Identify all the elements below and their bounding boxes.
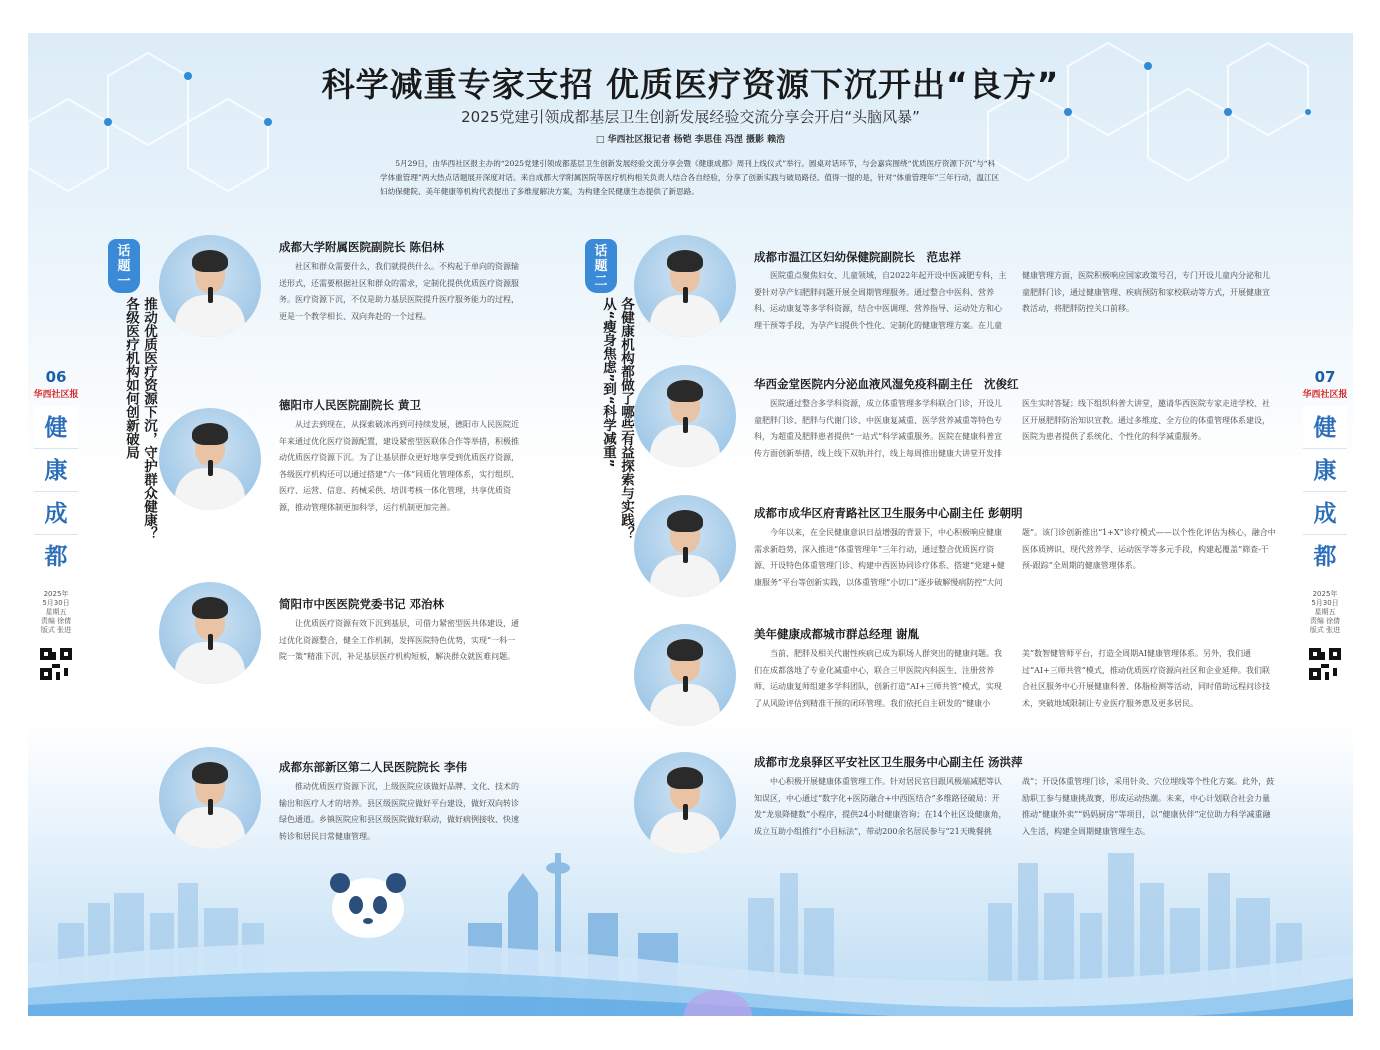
badge-char: 题	[594, 258, 608, 274]
date-line: 版式 张进	[40, 626, 72, 634]
speaker-name: 成都市成华区府青路社区卫生服务中心副主任 彭朝明	[754, 506, 1023, 520]
date-line: 责编 徐倩	[40, 617, 72, 625]
speaker-name: 美年健康成都城市群总经理 谢胤	[754, 627, 920, 641]
date-line: 5月30日	[42, 599, 70, 607]
qr-code-icon	[1309, 648, 1341, 680]
speaker-name: 德阳市人民医院副院长 黄卫	[279, 398, 422, 412]
topic-line: 从“瘦身焦虑”到“科学减重”	[600, 297, 616, 468]
section-char: 健	[34, 406, 78, 449]
speaker-quote: 医院重点聚焦妇女、儿童领域，自2022年起开设中医减肥专科，主要针对孕产妇肥胖问题开展全周期管理服务。通过整合中医科、营养科、运动康复等多学科资源，结合中医调理、营养指导、运动处方和心理干预等手段，为孕产妇提供个性化、定制化的健康管理方案。在儿童健康管理方面，医院积极响应国家政策号召，专门开设儿童内分泌和儿童肥胖门诊，通过健康管理、疾病预防和家校联动等方式，开展健康宣教活动，将肥胖防控关口前移。	[754, 271, 1270, 330]
speaker-photo	[634, 495, 736, 597]
speaker-quote: 推动优质医疗资源下沉，上级医院应该做好品牌、文化、技术的输出和医疗人才的培养。县区级医院应做好平台建设，做好双向转诊绿色通道。乡镇医院应和县区级医院做好联动，做好病例接收、快速转诊和居民日常健康管理。	[279, 782, 519, 841]
headline: 科学减重专家支招 优质医疗资源下沉开出“良方”	[321, 65, 1060, 104]
date-line: 版式 张进	[1309, 626, 1341, 634]
date-line: 星期五	[1314, 608, 1336, 616]
subheadline: 2025党建引领成都基层卫生创新发展经验交流分享会开启“头脑风暴”	[461, 108, 920, 126]
city-skyline-illustration	[28, 813, 1353, 1016]
intro-paragraph: 5月29日，由华西社区报主办的“2025党建引领成都基层卫生创新发展经验交流分享会暨《健康成都》周刊上线仪式”举行。圆桌对话环节，与会嘉宾围绕“优质医疗资源下沉”与“科学体重管理”两大热点话题展开深度对话。来自成都大学附属医院等医疗机构相关负责人结合各自经验，分享了创新实践与破局路径。值得一提的是，针对“体重管理年”三年行动，温江区妇幼保健院、美年健康等机构代表提出了多维度解决方案，为构建全民健康生态提供了新思路。	[380, 159, 1000, 196]
brand-label: 华西社区报	[1302, 390, 1348, 400]
speaker-quote: 医院通过整合多学科资源，成立体重管理多学科联合门诊，开设儿童肥胖门诊、肥胖与代谢门诊、中医康复减重、医学营养减重等特色专科，为超重及肥胖患者提供“一站式”科学减重服务。医院在健康科普宣传方面创新举措，线上线下双轨并行，线上每周推出健康大讲堂开发排医生实时答疑；线下组织科普大讲堂，邀请华西医院专家走进学校、社区开展肥胖防治知识宣教。通过多维度、全方位的体重管理体系建设，医院为患者提供了系统化、个性化的科学减重服务。	[754, 399, 1270, 458]
badge-char: 题	[117, 258, 131, 274]
speaker-name: 简阳市中医医院党委书记 邓治林	[279, 597, 445, 611]
date-line: 5月30日	[1311, 599, 1339, 607]
topic-line: 推动优质医疗资源下沉，守护群众健康？	[141, 297, 157, 540]
topic-two	[585, 239, 617, 293]
left-page-rail	[28, 368, 84, 684]
topic-line: 各健康机构都做了哪些有益探索与实践？	[618, 297, 634, 540]
speaker-photo	[159, 408, 261, 510]
date-line: 责编 徐倩	[1309, 617, 1341, 625]
section-title-column	[1303, 406, 1347, 578]
speaker-name: 华西金堂医院内分泌血液风湿免疫科副主任 沈俊红	[754, 377, 1019, 391]
newspaper-spread	[28, 33, 1353, 1016]
badge-char: 一	[117, 273, 131, 289]
speaker-quote: 从过去到现在，从探索破冰再到可持续发展，德阳市人民医院近年来通过优化医疗资源配置，建设紧密型医联体合作等举措，积极推动优质医疗资源下沉。为了让基层群众更好地享受到优质医疗资源，各级医疗机构还可以通过搭建“六一体”同质化管理体系，实行组织、医疗、运营、信息、药械采供、培训考核一体化管理，共享优质资源，推动管理体制更加科学，运行机制更加完善。	[279, 420, 520, 512]
section-title-column	[34, 406, 78, 578]
topic-badge	[108, 239, 140, 293]
speaker-name: 成都市温江区妇幼保健院副院长 范忠祥	[754, 250, 961, 264]
speaker-quote: 当前，肥胖及相关代谢性疾病已成为职场人群突出的健康问题。我们在成都落地了专业化减重中心，联合三甲医院内科医生、注册营养师、运动康复师组建多学科团队，创新打造“AI+三师共管”模式，实现了从风险评估到精准干预的闭环管理。我们依托自主研发的“健康小美”数智健管师平台，打造全周期AI健康管理体系。另外，我们通过“AI+三师共管”模式，推动优质医疗资源向社区和企业延伸。我们联合社区服务中心开展健康科普、体脂检测等活动，同时借助远程问诊技术，突破地域限制让专业医疗服务惠及更多居民。	[754, 649, 1270, 708]
badge-char: 话	[117, 243, 131, 259]
speaker-photo	[634, 235, 736, 337]
speaker-quote: 让优质医疗资源有效下沉到基层，可借力紧密型医共体建设，通过优化资源整合，健全工作机制，发挥医院特色优势，实现“一科一院一策”精准下沉，补足基层医疗机构短板，解决群众就医难问题。	[279, 619, 519, 661]
topic-badge	[585, 239, 617, 293]
section-char: 成	[34, 492, 78, 535]
qr-code-icon	[40, 648, 72, 680]
topic-question	[122, 297, 158, 540]
issue-date	[1297, 590, 1353, 635]
speaker-quote: 中心积极开展健康体重管理工作。针对居民官目跟风极端减肥等认知误区，中心通过“数字化+医防融合+中西医结合”多维路径破局：开发“龙泉降健数”小程序，提供24小时健康咨询；在14个社区设健康角，成立互助小组推行“小目标法”，带动200余名居民参与“21天晚餐挑战”；开设体重管理门诊，采用针灸、穴位埋线等个性化方案。此外，鼓励职工参与健康挑战赛，形成运动热潮。未来，中心计划联合社会力量推动“健康外卖”“妈妈厨房”等项目，以“健康伙伴”定位助力科学减重融入生活，构建全周期健康管理生态。	[754, 777, 1275, 836]
speaker-quote: 社区和群众需要什么，我们就提供什么。不构起于单向的资源输送形式，还需要根据社区和群众的需求，定制化提供优质医疗资源服务。医疗资源下沉，不仅是助力基层医院提升医疗服务能力的过程，更是一个教学相长、双向奔赴的一个过程。	[279, 262, 519, 321]
section-char: 都	[44, 543, 68, 570]
speaker-name: 成都大学附属医院副院长 陈侣林	[279, 240, 445, 254]
date-line: 星期五	[45, 608, 67, 616]
right-page-rail	[1297, 368, 1353, 684]
byline: □ 华西社区报记者 杨铠 李思佳 冯涅 摄影 赖浩	[595, 135, 786, 145]
section-char: 健	[1303, 406, 1347, 449]
speaker-quote: 今年以来，在全民健康意识日益增强的背景下，中心积极响应健康需求新趋势，深入推进“体重管理年”三年行动，通过整合优质医疗资源、开设特色体重管理门诊、构建中西医协同诊疗体系、搭建“党建+健康服务”平台等创新实践，以体重管理“小切口”逐步破解慢病防控“大问题”。该门诊创新推出“1+X”诊疗模式——以个性化评估为核心，融合中医体质辨识、现代营养学、运动医学等多元手段，构建起覆盖“筛查-干预-跟踪”全周期的健康管理体系。	[754, 528, 1276, 587]
topic-question	[599, 297, 635, 540]
date-line: 2025年	[43, 590, 69, 598]
date-line: 2025年	[1312, 590, 1338, 598]
badge-char: 二	[594, 273, 608, 289]
issue-date	[28, 590, 84, 635]
speaker-photo	[159, 582, 261, 684]
topic-line: 各级医疗机构如何创新破局	[123, 297, 139, 459]
badge-char: 话	[594, 243, 608, 259]
page-number: 06	[45, 368, 67, 386]
brand-label: 华西社区报	[33, 390, 79, 400]
page-number: 07	[1314, 368, 1336, 386]
section-char: 都	[1313, 543, 1337, 570]
speaker-photo	[634, 365, 736, 467]
speaker-name: 成都市龙泉驿区平安社区卫生服务中心副主任 汤洪萍	[754, 755, 1023, 769]
section-char: 康	[1303, 449, 1347, 492]
speaker-name: 成都东部新区第二人民医院院长 李伟	[279, 760, 468, 774]
speaker-photo	[634, 624, 736, 726]
speaker-photo	[159, 235, 261, 337]
section-char: 康	[34, 449, 78, 492]
section-char: 成	[1303, 492, 1347, 535]
topic-one	[108, 239, 140, 293]
